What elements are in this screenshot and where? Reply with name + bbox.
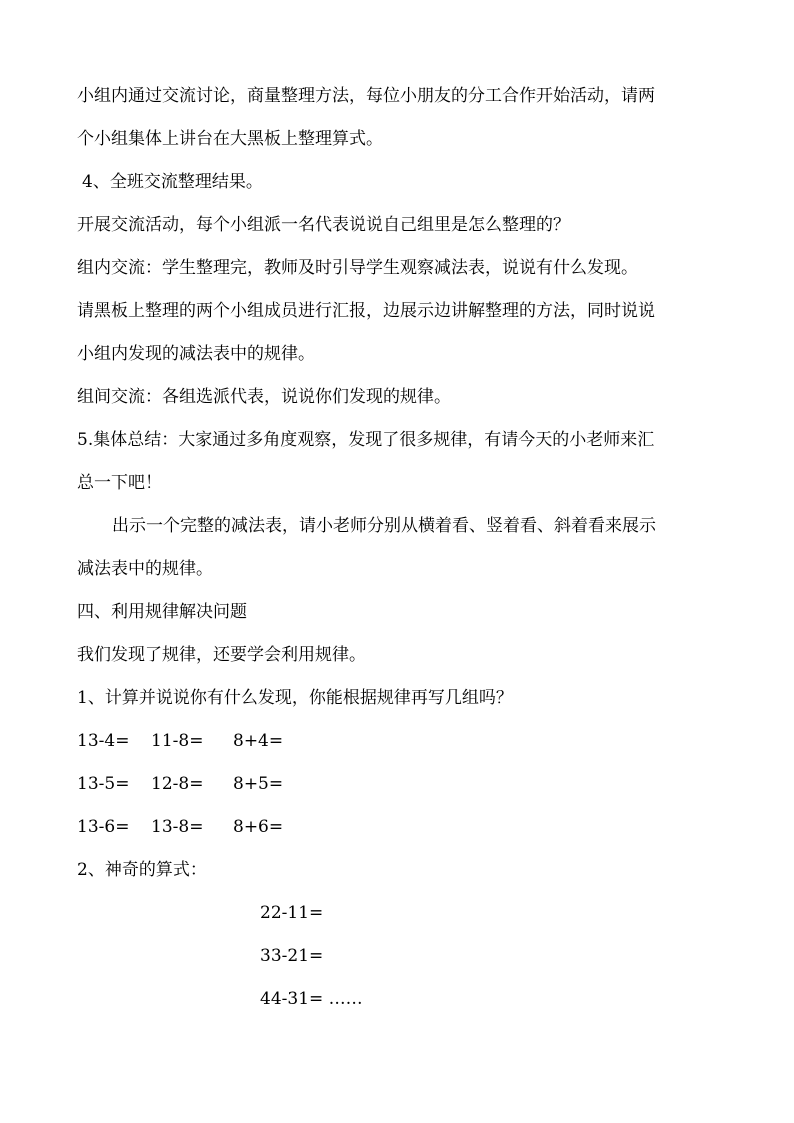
paragraph-summary-line2: 总一下吧！ [77,473,162,493]
paragraph-report-line2: 小组内发现的减法表中的规律。 [77,344,315,364]
paragraph-intra-group: 组内交流：学生整理完，教师及时引导学生观察减法表，说说有什么发现。 [77,258,638,278]
paragraph-group-discussion-line1: 小组内通过交流讨论，商量整理方法，每位小朋友的分工合作开始活动，请两 [77,86,655,106]
paragraph-show-table-line1: 出示一个完整的减法表，请小老师分别从横着看、竖着看、斜着看来展示 [112,516,656,536]
section-4-heading: 四、利用规律解决问题 [77,602,247,622]
equation: 8+6= [233,817,284,837]
equation: 11-8= [151,731,204,751]
question-1: 1、计算并说说你有什么发现，你能根据规律再写几组吗？ [77,688,513,708]
magic-equation: 22-11= [260,903,324,923]
step-4-heading: 4、全班交流整理结果。 [82,172,263,192]
paragraph-use-pattern: 我们发现了规律，还要学会利用规律。 [77,645,366,665]
equation: 12-8= [151,774,204,794]
paragraph-show-table-line2: 减法表中的规律。 [77,559,213,579]
magic-equation: 44-31= …… [260,989,363,1009]
question-2: 2、神奇的算式： [77,860,207,880]
paragraph-inter-group: 组间交流：各组选派代表，说说你们发现的规律。 [77,387,451,407]
equation: 13-5= [77,774,130,794]
paragraph-report-line1: 请黑板上整理的两个小组成员进行汇报，边展示边讲解整理的方法，同时说说 [77,301,655,321]
paragraph-exchange-activity: 开展交流活动，每个小组派一名代表说说自己组里是怎么整理的？ [77,215,570,235]
magic-equation: 33-21= [260,946,324,966]
paragraph-summary-line1: 5.集体总结：大家通过多角度观察，发现了很多规律，有请今天的小老师来汇 [77,430,655,450]
equation: 8+5= [233,774,284,794]
paragraph-group-discussion-line2: 个小组集体上讲台在大黑板上整理算式。 [77,129,383,149]
equation: 8+4= [233,731,284,751]
equation: 13-6= [77,817,130,837]
equation: 13-8= [151,817,204,837]
equation: 13-4= [77,731,130,751]
